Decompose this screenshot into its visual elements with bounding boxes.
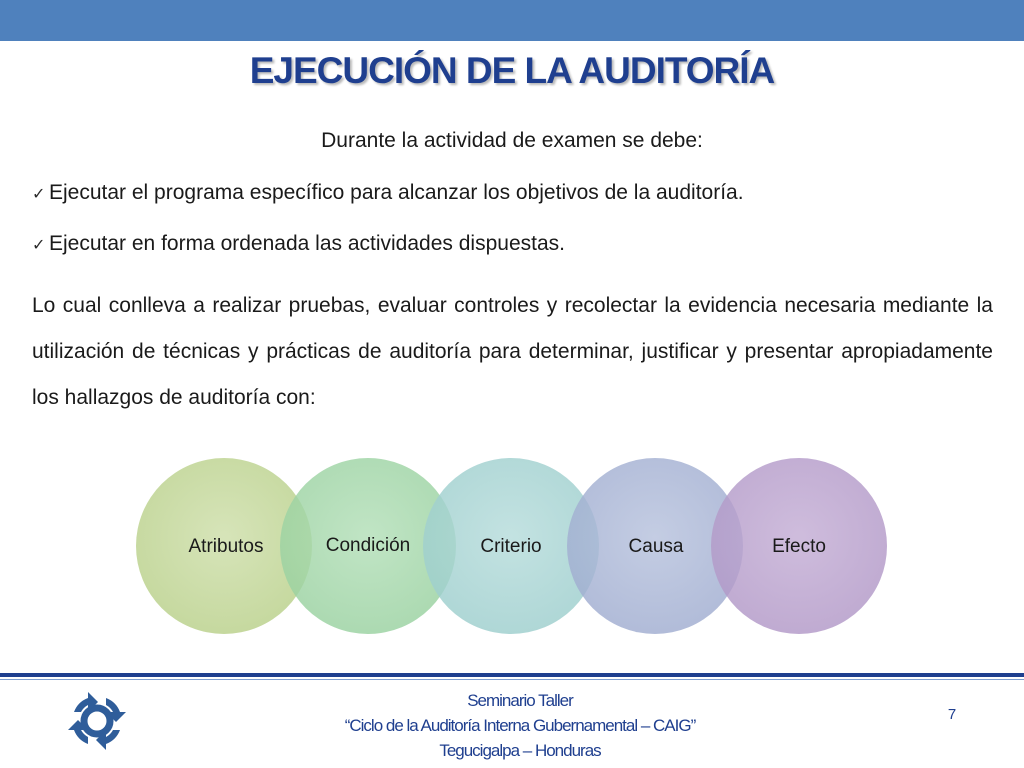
footer-divider-thin <box>0 679 1024 680</box>
footer-line-2: “Ciclo de la Auditoría Interna Gubernamental – CAIG” <box>344 716 696 735</box>
bullet-item <box>32 229 992 260</box>
slide-title: EJECUCIÓN DE LA AUDITORÍA <box>249 50 775 91</box>
body-paragraph: Lo cual conlleva a realizar pruebas, evaluar controles y recolectar la evidencia necesaria mediante la utilización de técnicas y prácticas de auditoría para determinar, justificar y presentar apropiadamente los hallazgos de auditoría con: <box>32 294 993 409</box>
page-number: 7 <box>947 706 957 723</box>
circular-arrows-logo-icon <box>66 690 128 752</box>
overlapping-circles-diagram <box>0 440 1024 650</box>
bullet-text: Ejecutar en forma ordenada las actividades dispuestas. <box>49 232 565 255</box>
footer-line-1: Seminario Taller <box>467 691 573 710</box>
bullet-item <box>32 178 992 209</box>
venn-label-atributos: Atributos <box>188 536 264 557</box>
venn-label-efecto: Efecto <box>772 536 826 557</box>
footer-divider <box>0 673 1024 677</box>
venn-label-causa: Causa <box>628 536 684 557</box>
footer-line-3: Tegucigalpa – Honduras <box>439 741 601 760</box>
bullet-text: Ejecutar el programa específico para alcanzar los objetivos de la auditoría. <box>49 181 744 204</box>
check-icon: ✓ <box>32 235 46 254</box>
venn-label-condicion: Condición <box>325 535 411 556</box>
venn-label-criterio: Criterio <box>480 536 542 557</box>
footer-text <box>270 688 770 763</box>
top-banner-bar <box>0 0 1024 41</box>
intro-text: Durante la actividad de examen se debe: <box>321 129 703 152</box>
check-icon: ✓ <box>32 184 46 203</box>
